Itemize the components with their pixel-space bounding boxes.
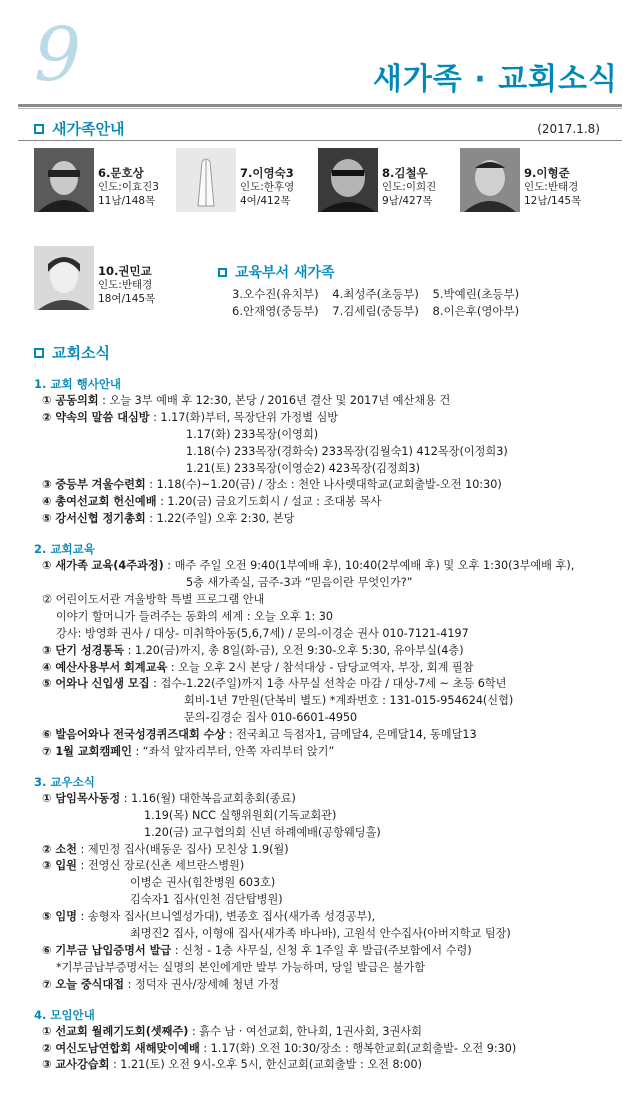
edu-new-family-heading: 교육부서 새가족	[218, 262, 335, 282]
news-line: 1.18(수) 233목장(경화숙) 233목장(김월숙1) 412목장(이정희3)	[186, 444, 508, 458]
news-item-label: ⑥ 발음어와나 전국성경퀴즈대회 수상	[42, 728, 226, 742]
news-line: ③ 단기 성경통독 : 1.20(금)까지, 총 8일(화-금), 오전 9:30-오후 5:30, 유아부실(4층)	[42, 643, 464, 657]
member-name: 8.김철우	[382, 166, 428, 180]
news-line: 문의-김경순 집사 010-6601-4950	[184, 711, 358, 725]
edu-member: 6.안재영(중등부)	[232, 304, 319, 318]
news-line: *기부금납부증명서는 실명의 본인에게만 발부 가능하며, 당일 발급은 불가함	[56, 960, 426, 974]
news-section-title: 3. 교우소식	[34, 774, 95, 789]
new-family-member	[318, 148, 466, 214]
news-line: 1.20(금) 교구협의회 신년 하례예배(공항웨딩홀)	[144, 825, 381, 839]
bulletin-date: (2017.1.8)	[537, 122, 600, 136]
news-item-label: ③ 입원	[42, 859, 77, 873]
church-news-body	[34, 374, 624, 1074]
news-item-label: ② 여신도남연합회 새해맞이예배	[42, 1041, 200, 1055]
new-family-member	[176, 148, 324, 214]
member-photo	[34, 148, 94, 212]
member-name: 7.이영숙3	[240, 166, 294, 180]
member-info: 11남/148목	[98, 195, 156, 207]
member-info: 18여/145목	[98, 293, 156, 305]
news-line: ⑥ 발음어와나 전국성경퀴즈대회 수상 : 전국최고 득점자1, 금메달4, 은메달14, 동메달13	[42, 728, 477, 742]
news-item-label: ⑥ 기부금 납입증명서 발급	[42, 944, 172, 957]
member-photo	[34, 246, 94, 310]
member-guide: 인도:이희진	[382, 181, 437, 193]
news-line: ② 약속의 말씀 대심방 : 1.17(화)부터, 목장단위 가정별 심방	[42, 410, 339, 424]
news-line: ⑦ 1월 교회캠페인 : “좌석 앞자리부터, 안쪽 자리부터 앉기”	[42, 745, 335, 759]
member-name: 9.이형준	[524, 166, 570, 180]
news-line: ④ 총여선교회 헌신예배 : 1.20(금) 금요기도회시 / 설교 : 조대봉 목사	[42, 495, 382, 509]
member-info: 4여/412목	[240, 195, 291, 207]
news-line: 1.17(화) 233목장(이영희)	[186, 427, 319, 441]
news-line: ③ 중등부 겨울수련회 : 1.18(수)~1.20(금) / 장소 : 천안 나사렛대학교(교회출발-오전 10:30)	[42, 478, 502, 492]
news-line: ⑤ 어와나 신입생 모집 : 접수-1.22(주일)까지 1층 사무실 선착순 마감 / 대상-7세 ~ 초등 6학년	[42, 677, 507, 691]
news-item-label: ① 공동의회	[42, 393, 99, 407]
title-divider-thin	[18, 108, 622, 109]
news-item-label: ⑦ 1월 교회캠페인	[42, 745, 132, 759]
member-photo	[460, 148, 520, 212]
section-square-icon	[218, 268, 227, 277]
edu-member: 5.박예린(초등부)	[432, 287, 520, 301]
edu-member: 7.김세림(중등부)	[332, 304, 419, 318]
news-line: 회비-1년 7만원(단복비 별도) *계좌번호 : 131-015-954624(신협)	[184, 694, 514, 708]
news-line: ③ 교사강습회 : 1.21(토) 오전 9시-오후 5시, 한신교회(교회출발 : 오전 8:00)	[42, 1058, 422, 1072]
news-line: 김숙자1 집사(인천 검단탑병원)	[130, 893, 283, 907]
edu-member: 8.이은후(영아부)	[432, 304, 520, 318]
news-line: 이병순 권사(힘찬병원 603호)	[130, 876, 276, 890]
news-line: 5층 새가족실, 금주-3과 “믿음이란 무엇인가?”	[186, 575, 413, 589]
new-family-member	[34, 148, 182, 214]
news-section-title: 1. 교회 행사안내	[34, 377, 122, 391]
news-item-label: ③ 중등부 겨울수련회	[42, 478, 146, 492]
member-guide: 인도:반태경	[524, 181, 579, 193]
page-number: 9	[34, 12, 82, 98]
news-line: 최명진2 집사, 이형애 집사(새가족 바나바), 고원석 안수집사(아버지학교 팀장)	[130, 927, 511, 941]
news-item-label: ① 선교회 월례기도회(셋째주)	[42, 1024, 189, 1038]
member-name: 10.권민교	[98, 264, 152, 278]
news-item-label: ④ 예산사용부서 회계교육	[42, 660, 168, 674]
news-section-title: 4. 모임안내	[34, 1007, 95, 1022]
news-item-label: ① 새가족 교육(4주과정)	[42, 559, 164, 573]
news-line: ① 새가족 교육(4주과정) : 매주 주일 오전 9:40(1부예배 후), 10:40(2부예배 후) 및 오후 1:30(3부예배 후),	[42, 559, 575, 573]
news-line: 이야기 할머니가 들려주는 동화의 세계 : 오늘 오후 1: 30	[56, 609, 334, 623]
member-guide: 인도:한후영	[240, 181, 295, 193]
new-family-member	[460, 148, 608, 214]
edu-member: 3.오수진(유치부)	[232, 287, 319, 301]
news-line: ③ 입원 : 전영신 장로(신촌 세브란스병원)	[42, 859, 245, 873]
section-square-icon	[34, 124, 44, 134]
edu-member: 4.최성주(초등부)	[332, 287, 419, 301]
news-line: 강사: 방영화 권사 / 대상- 미취학아동(5,6,7세) / 문의-이경순 권사 010-7121-4197	[56, 626, 469, 640]
church-news-heading: 교회소식	[34, 342, 110, 363]
edu-new-family-list	[232, 286, 529, 320]
section-square-icon	[34, 348, 44, 358]
news-item-label: ② 소천	[42, 842, 77, 856]
member-info: 12남/145목	[524, 195, 582, 207]
news-line: ④ 예산사용부서 회계교육 : 오늘 오후 2시 본당 / 참석대상 - 담당교역자, 부장, 회계 필참	[42, 660, 474, 674]
news-item-label: ⑤ 강서신협 정기총회	[42, 512, 146, 526]
news-line: ① 선교회 월례기도회(셋째주) : 흙수 남 · 여선교회, 한나회, 1권사회, 3권사회	[42, 1024, 422, 1038]
news-line: ① 공동의회 : 오늘 3부 예배 후 12:30, 본당 / 2016년 결산 및 2017년 예산채용 건	[42, 393, 451, 407]
page-title: 새가족 · 교회소식	[372, 62, 618, 97]
news-line: ⑤ 임명 : 송형자 집사(브니엘성가대), 변종호 집사(새가족 성경공부),	[42, 910, 376, 924]
news-line: ② 여신도남연합회 새해맞이예배 : 1.17(화) 오전 10:30/장소 : 행복한교회(교회출발- 오전 9:30)	[42, 1041, 517, 1055]
news-item-label: ⑦ 오늘 중식대접	[42, 977, 125, 991]
news-line: ② 어린이도서관 겨울방학 특별 프로그램 안내	[42, 592, 265, 606]
news-line: ⑥ 기부금 납입증명서 발급 : 신청 - 1층 사무실, 신청 후 1주일 후 발급(주보함에서 수령)	[42, 944, 472, 957]
news-line: ② 소천 : 제민정 집사(배동운 집사) 모친상 1.9(월)	[42, 842, 289, 856]
new-family-heading: 새가족안내	[34, 118, 124, 139]
news-item-label: ① 담임목사동정	[42, 791, 121, 805]
news-line: ⑦ 오늘 중식대접 : 정덕자 권사/장세혜 청년 가정	[42, 977, 280, 991]
news-item-label: ③ 교사강습회	[42, 1058, 110, 1072]
member-info: 9남/427목	[382, 195, 433, 207]
member-guide: 인도:반태경	[98, 279, 153, 291]
news-item-label: ⑤ 어와나 신입생 모집	[42, 677, 150, 691]
news-item-label: ② 약속의 말씀 대심방	[42, 410, 150, 424]
member-guide: 인도:이효진3	[98, 181, 159, 193]
news-line: ⑤ 강서신협 정기총회 : 1.22(주일) 오후 2:30, 본당	[42, 512, 295, 526]
member-photo	[318, 148, 378, 212]
section-divider	[18, 140, 622, 141]
news-line: 1.19(목) NCC 실행위원회(기독교회관)	[144, 808, 337, 822]
news-item-label: ④ 총여선교회 헌신예배	[42, 495, 157, 509]
news-item-label: ③ 단기 성경통독	[42, 643, 125, 657]
news-line: 1.21(토) 233목장(이영순2) 423목장(김정희3)	[186, 461, 421, 475]
news-section-title: 2. 교회교육	[34, 542, 95, 557]
member-name: 6.문호상	[98, 166, 144, 180]
title-divider	[18, 104, 622, 107]
praying-hands-icon	[176, 148, 236, 212]
news-item-label: ⑤ 임명	[42, 910, 77, 924]
news-line: ① 담임목사동정 : 1.16(월) 대한복음교회총회(종료)	[42, 791, 296, 805]
new-family-member	[34, 246, 182, 312]
